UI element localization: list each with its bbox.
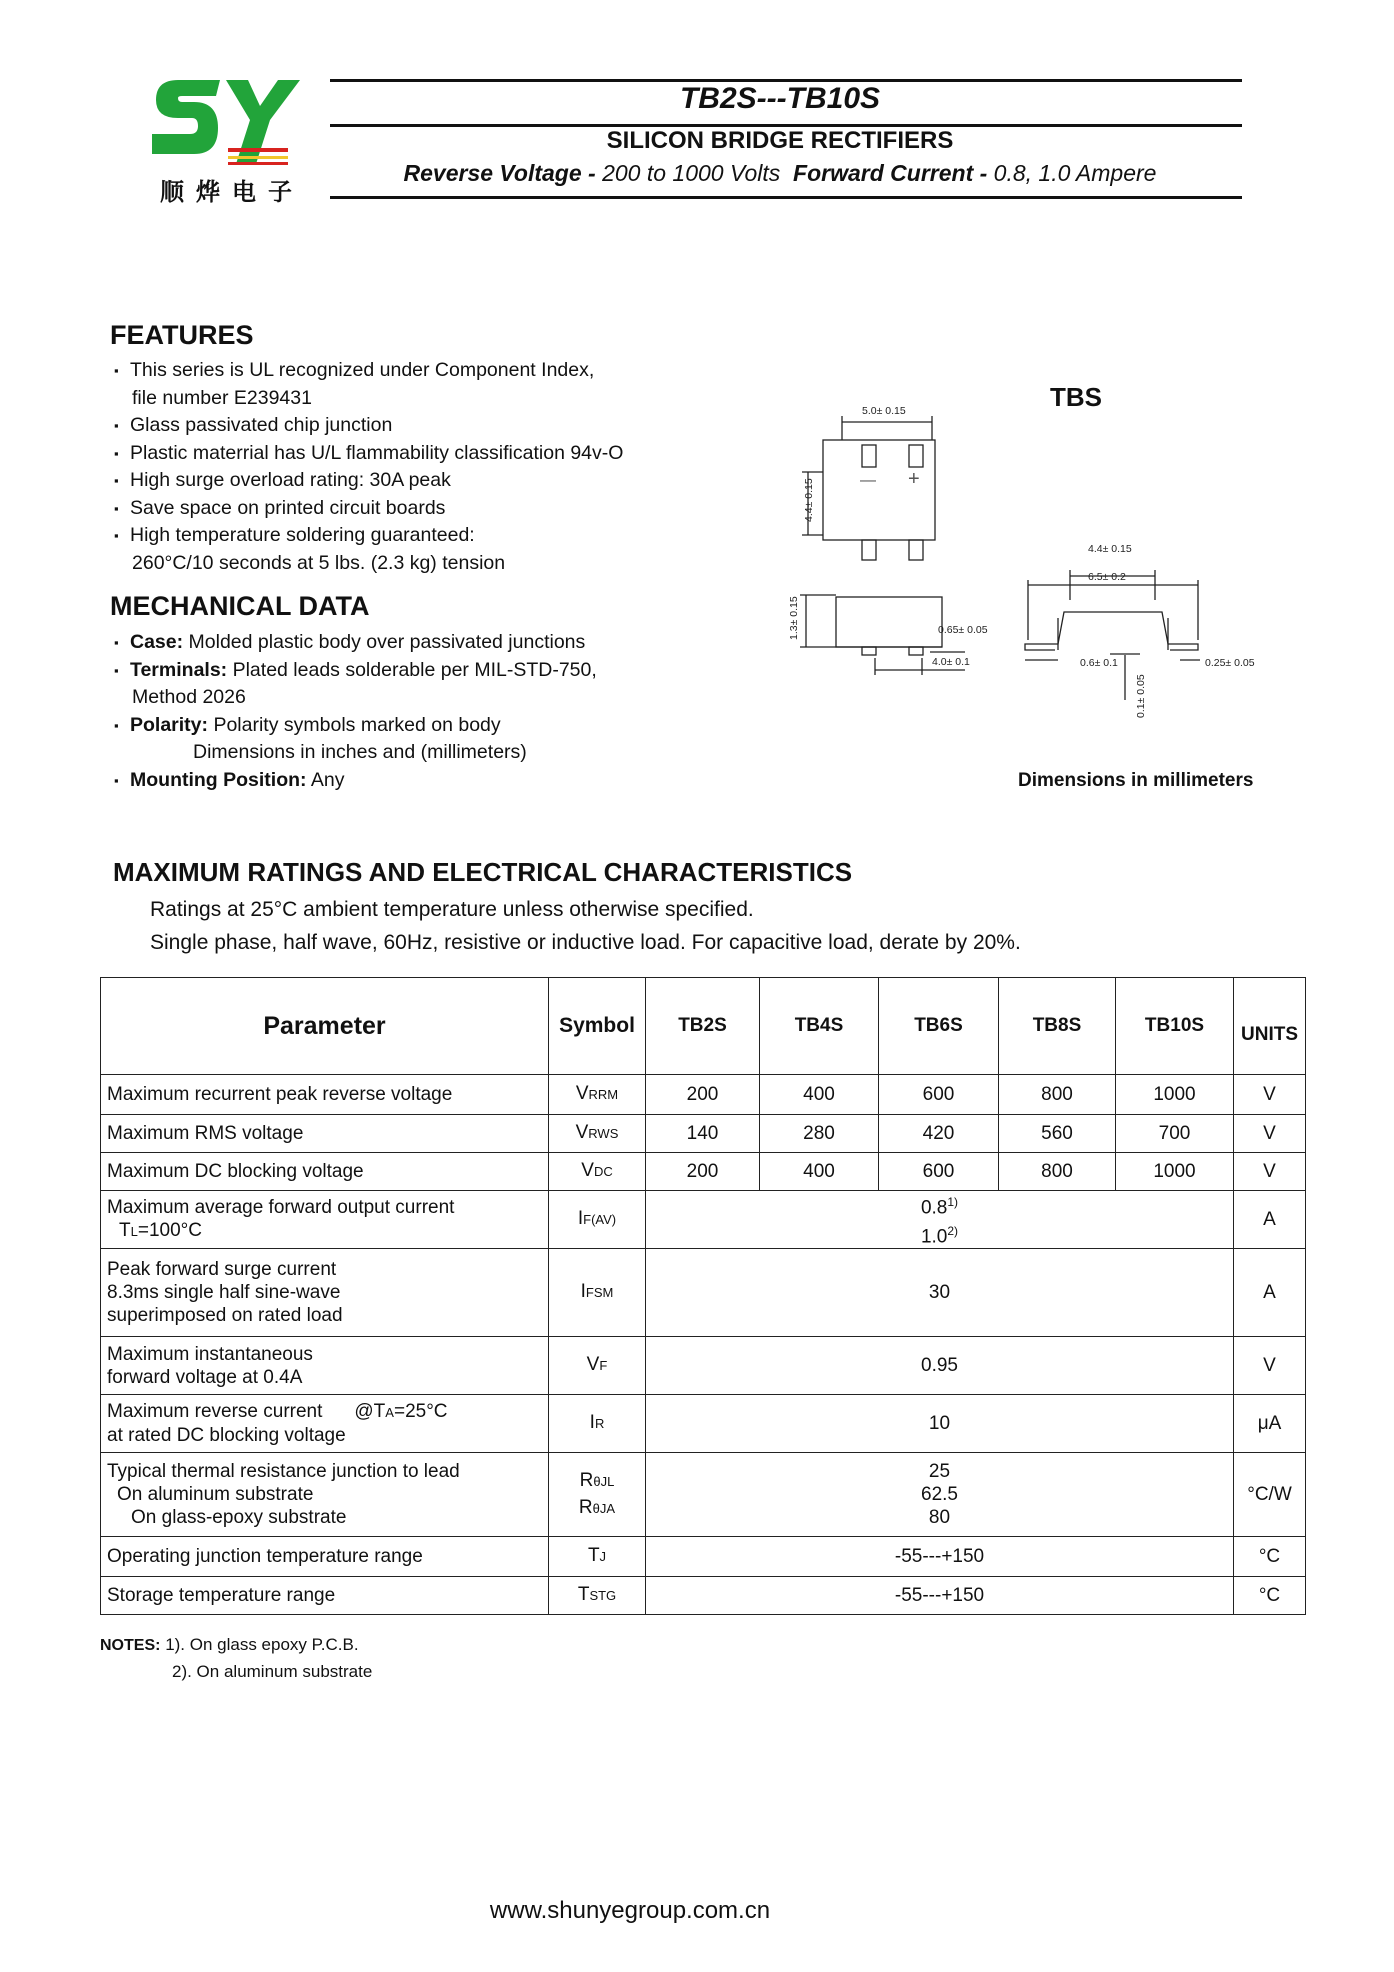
table-row: [101, 1153, 1306, 1191]
value-cell: 400: [760, 1153, 879, 1191]
forward-current-value: 0.8, 1.0 Ampere: [987, 160, 1157, 186]
param-cell: Peak forward surge current 8.3ms single half sine-wave superimposed on rated load: [101, 1249, 549, 1337]
page-title: TB2S---TB10S: [679, 82, 881, 115]
dim-lead-width: 0.65± 0.05: [938, 624, 988, 636]
param-cell: Operating junction temperature range: [101, 1537, 549, 1577]
value-cell: 700: [1116, 1115, 1234, 1153]
feature-item: ▪ Glass passivated chip junction: [112, 412, 732, 440]
company-logo: [148, 76, 318, 206]
notes: [100, 1632, 372, 1685]
value-cell: 420: [879, 1115, 999, 1153]
mech-mounting: [112, 767, 762, 795]
unit-cell: μA: [1234, 1395, 1306, 1453]
package-name: TBS: [1050, 382, 1102, 412]
ratings-heading: MAXIMUM RATINGS AND ELECTRICAL CHARACTERISTICS: [113, 857, 853, 887]
unit-cell: V: [1234, 1115, 1306, 1153]
polarity-text: Polarity symbols marked on body: [208, 713, 501, 736]
param-cell: Maximum average forward output current TL=100°C: [101, 1191, 549, 1249]
package-drawing: [780, 400, 1320, 730]
table-header-row: [101, 978, 1306, 1075]
mech-terminals: [112, 657, 762, 685]
value-cell: 560: [999, 1115, 1116, 1153]
end-view-outline: [1025, 612, 1198, 650]
mech-case: [112, 629, 762, 657]
dim-top-width: 5.0± 0.15: [862, 405, 906, 417]
table-row: [101, 1249, 1306, 1337]
col-tb8s: TB8S: [999, 978, 1116, 1075]
dim-lead-pitch: 4.0± 0.1: [932, 656, 970, 668]
value-cell: 140: [646, 1115, 760, 1153]
value-cell: 800: [999, 1075, 1116, 1115]
forward-current-label: Forward Current -: [793, 160, 988, 186]
mechanical-list: [112, 629, 762, 794]
reverse-voltage-value: 200 to 1000 Volts: [595, 160, 781, 186]
value-cell: 0.95: [646, 1337, 1234, 1395]
feature-item-cont: 260°C/10 seconds at 5 lbs. (2.3 kg) tension: [132, 551, 506, 574]
feature-item: ▪ Plastic materrial has U/L flammability classification 94v-O: [112, 440, 732, 468]
param-cell: Maximum reverse current @TA=25°C at rated DC blocking voltage: [101, 1395, 549, 1453]
value-cell: 0.8$^{1)}$ 1.0$^{2)}$: [646, 1191, 1234, 1249]
unit-cell: A: [1234, 1191, 1306, 1249]
terminals-cont: Method 2026: [132, 686, 246, 708]
mechanical-heading: MECHANICAL DATA: [110, 591, 370, 621]
feature-item: ▪ Save space on printed circuit boards: [112, 495, 732, 523]
value-cell: 200: [646, 1153, 760, 1191]
symbol-cell: TJ: [549, 1537, 646, 1577]
param-cell: Maximum RMS voltage: [101, 1115, 549, 1153]
param-cell: Typical thermal resistance junction to lead On aluminum substrate On glass-epoxy substrate: [101, 1453, 549, 1537]
value-cell: 200: [646, 1075, 760, 1115]
terminals-label: Terminals:: [130, 658, 228, 681]
unit-cell: V: [1234, 1075, 1306, 1115]
value-cell: 280: [760, 1115, 879, 1153]
ratings-note-2: Single phase, half wave, 60Hz, resistive or inductive load. For capacitive load, derate by 20%.: [150, 931, 1021, 954]
table-row: [101, 1537, 1306, 1577]
symbol-cell: VRRM: [549, 1075, 646, 1115]
value-cell: 30: [646, 1249, 1234, 1337]
table-row: [101, 1337, 1306, 1395]
feature-item: ▪ High temperature soldering guaranteed:: [112, 522, 732, 550]
col-units: UNITS: [1234, 978, 1306, 1075]
value-cell: -55---+150: [646, 1537, 1234, 1577]
dim-end-standoff: 0.1± 0.05: [1135, 674, 1147, 718]
feature-item-cont: file number E239431: [132, 386, 312, 409]
polarity-label: Polarity:: [130, 713, 209, 736]
terminals-text: Plated leads solderable per MIL-STD-750,: [227, 658, 597, 681]
symbol-cell: VRWS: [549, 1115, 646, 1153]
logo-chinese-name: 顺烨电子: [160, 178, 304, 206]
col-tb4s: TB4S: [760, 978, 879, 1075]
side-view-body: [836, 597, 942, 647]
unit-cell: A: [1234, 1249, 1306, 1337]
value-cell: 600: [879, 1075, 999, 1115]
note-1: 1). On glass epoxy P.C.B.: [165, 1635, 359, 1654]
table-row: [101, 1115, 1306, 1153]
value-cell: 1000: [1116, 1075, 1234, 1115]
dim-end-body: 4.4± 0.15: [1088, 543, 1132, 555]
param-cell: Maximum recurrent peak reverse voltage: [101, 1075, 549, 1115]
page-subtitle: SILICON BRIDGE RECTIFIERS: [606, 127, 954, 154]
ratings-table: [100, 977, 1306, 1615]
polarity-minus-symbol: —: [860, 472, 876, 489]
mounting-text: Any: [306, 768, 345, 791]
symbol-cell: RθJL RθJA: [549, 1453, 646, 1537]
dim-end-overall: 6.5± 0.2: [1088, 571, 1126, 583]
features-heading: FEATURES: [110, 320, 254, 350]
diagram-caption: Dimensions in millimeters: [1018, 770, 1254, 791]
top-view-body: [823, 440, 935, 540]
dim-end-thick: 0.25± 0.05: [1205, 657, 1255, 669]
symbol-cell: IFSM: [549, 1249, 646, 1337]
dim-top-height: 4.4± 0.15: [803, 478, 815, 522]
spec-summary: [330, 160, 1230, 187]
param-cell: Maximum DC blocking voltage: [101, 1153, 549, 1191]
features-list: [112, 357, 732, 577]
col-tb6s: TB6S: [879, 978, 999, 1075]
value-cell: 1000: [1116, 1153, 1234, 1191]
col-tb2s: TB2S: [646, 978, 760, 1075]
symbol-cell: VDC: [549, 1153, 646, 1191]
value-cell: 10: [646, 1395, 1234, 1453]
unit-cell: °C: [1234, 1577, 1306, 1615]
dim-end-foot: 0.6± 0.1: [1080, 657, 1118, 669]
notes-label: NOTES:: [100, 1637, 161, 1654]
symbol-cell: IR: [549, 1395, 646, 1453]
symbol-cell: TSTG: [549, 1577, 646, 1615]
unit-cell: °C/W: [1234, 1453, 1306, 1537]
reverse-voltage-label: Reverse Voltage -: [403, 160, 596, 186]
value-cell: -55---+150: [646, 1577, 1234, 1615]
value-cell: 25 62.5 80: [646, 1453, 1234, 1537]
table-row: [101, 1191, 1306, 1249]
case-label: Case:: [130, 631, 184, 653]
param-cell: Storage temperature range: [101, 1577, 549, 1615]
value-cell: 600: [879, 1153, 999, 1191]
col-symbol: Symbol: [549, 978, 646, 1075]
dim-side-height: 1.3± 0.15: [788, 596, 800, 640]
note-2: 2). On aluminum substrate: [172, 1662, 373, 1681]
unit-cell: V: [1234, 1153, 1306, 1191]
polarity-plus-symbol: +: [908, 468, 920, 490]
table-row: [101, 1453, 1306, 1537]
symbol-cell: VF: [549, 1337, 646, 1395]
col-parameter: Parameter: [101, 978, 549, 1075]
case-text: Molded plastic body over passivated junctions: [183, 631, 586, 653]
ratings-note-1: Ratings at 25°C ambient temperature unless otherwise specified.: [150, 898, 754, 921]
unit-cell: °C: [1234, 1537, 1306, 1577]
feature-item: ▪ High surge overload rating: 30A peak: [112, 467, 732, 495]
symbol-cell: IF(AV): [549, 1191, 646, 1249]
table-row: [101, 1395, 1306, 1453]
table-row: [101, 1577, 1306, 1615]
unit-cell: V: [1234, 1337, 1306, 1395]
param-cell: Maximum instantaneous forward voltage at 0.4A: [101, 1337, 549, 1395]
header-rule-bottom: [330, 196, 1242, 199]
table-row: [101, 1075, 1306, 1115]
col-tb10s: TB10S: [1116, 978, 1234, 1075]
feature-item: ▪ This series is UL recognized under Component Index,: [112, 357, 732, 385]
mounting-label: Mounting Position:: [130, 768, 307, 791]
value-cell: 800: [999, 1153, 1116, 1191]
polarity-cont: Dimensions in inches and (millimeters): [193, 741, 527, 763]
value-cell: 400: [760, 1075, 879, 1115]
footer-url: www.shunyegroup.com.cn: [489, 1897, 771, 1924]
mech-polarity: [112, 712, 762, 740]
